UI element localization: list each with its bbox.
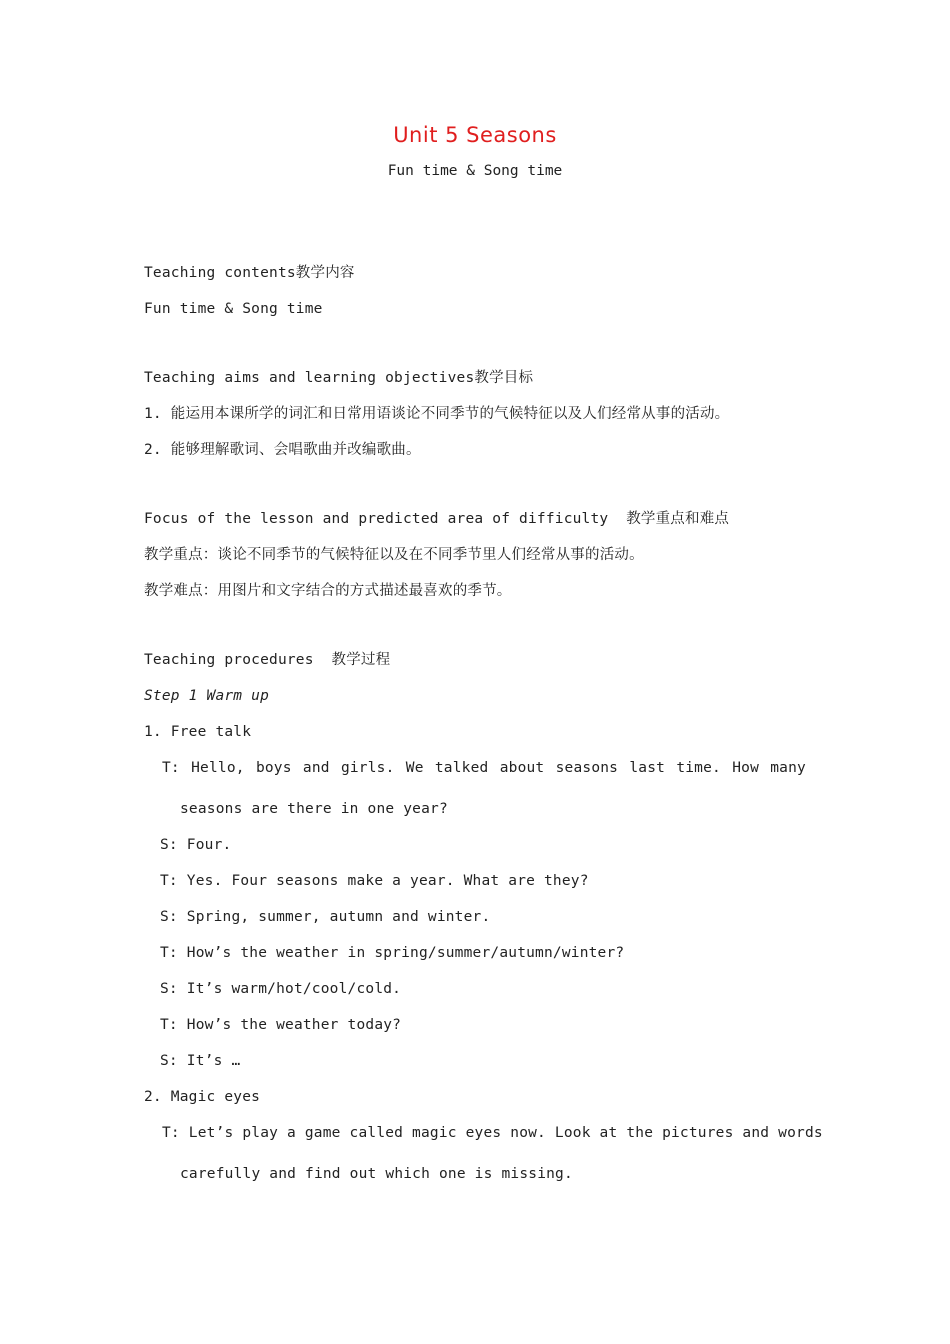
contents-heading: Teaching contents教学内容: [144, 265, 355, 281]
focus-difficulty: 教学难点：用图片和文字结合的方式描述最喜欢的季节。: [144, 583, 512, 599]
free-talk-word: girls.: [340, 760, 395, 776]
dialogue-line: S: It’s warm/hot/cool/cold.: [160, 981, 402, 997]
free-talk-word: seasons: [555, 760, 619, 776]
focus-key-point: 教学重点：谈论不同季节的气候特征以及在不同季节里人们经常从事的活动。: [144, 547, 644, 563]
procedures-heading: Teaching procedures 教学过程: [144, 652, 391, 668]
dialogue-line: T: How’s the weather in spring/summer/autumn/winter?: [160, 945, 625, 961]
focus-heading: Focus of the lesson and predicted area of difficulty 教学重点和难点: [144, 511, 730, 527]
free-talk-word: last: [629, 760, 666, 776]
magic-eyes-teacher-line: T: Let’s play a game called magic eyes now. Look at the pictures and words: [162, 1125, 823, 1141]
magic-eyes-label: 2. Magic eyes: [144, 1089, 261, 1105]
contents-text: Fun time & Song time: [144, 301, 323, 317]
free-talk-word: talked: [434, 760, 489, 776]
dialogue-line: S: It’s …: [160, 1053, 241, 1069]
free-talk-word: Hello,: [191, 760, 245, 776]
free-talk-teacher-line: [162, 758, 806, 778]
free-talk-word: How: [732, 760, 759, 776]
step-heading: Step 1 Warm up: [144, 688, 270, 704]
free-talk-word: time.: [676, 760, 721, 776]
dialogue-line: S: Four.: [160, 837, 232, 853]
page-title: Unit 5 Seasons: [393, 123, 557, 147]
free-talk-label: 1. Free talk: [144, 724, 252, 740]
aims-item-2: 2. 能够理解歌词、会唱歌曲并改编歌曲。: [144, 442, 421, 458]
aims-item-1: 1. 能运用本课所学的词汇和日常用语谈论不同季节的气候特征以及人们经常从事的活动。: [144, 406, 730, 422]
dialogue-line: S: Spring, summer, autumn and winter.: [160, 909, 491, 925]
free-talk-word: and: [302, 760, 330, 776]
page-subtitle: Fun time & Song time: [387, 163, 563, 179]
magic-eyes-teacher-line-cont: carefully and find out which one is missing.: [180, 1166, 573, 1182]
free-talk-word: many: [770, 760, 806, 776]
aims-heading: Teaching aims and learning objectives教学目标: [144, 370, 534, 386]
free-talk-word: boys: [255, 760, 292, 776]
free-talk-word: T:: [162, 760, 180, 776]
free-talk-word: about: [499, 760, 545, 776]
free-talk-word: We: [405, 760, 424, 776]
dialogue-line: T: Yes. Four seasons make a year. What are they?: [160, 873, 589, 889]
free-talk-teacher-line-cont: seasons are there in one year?: [180, 801, 448, 817]
dialogue-line: T: How’s the weather today?: [160, 1017, 402, 1033]
